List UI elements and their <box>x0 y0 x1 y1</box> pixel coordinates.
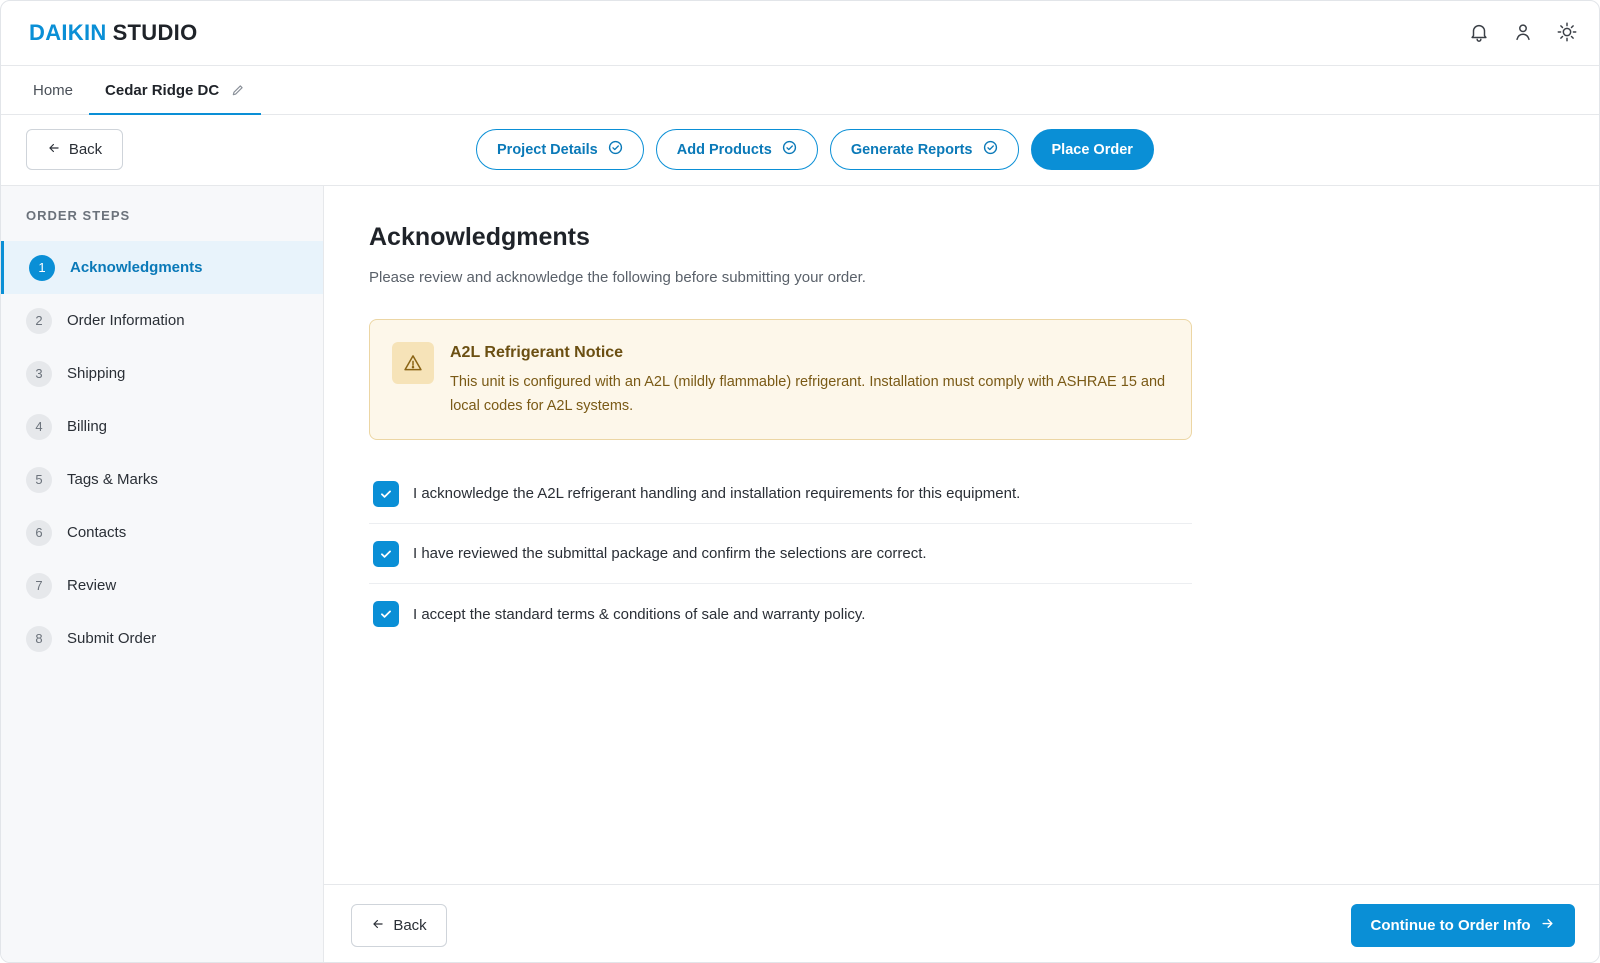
step-number: 7 <box>26 573 52 599</box>
check-icon <box>379 487 393 501</box>
back-button-top-label: Back <box>68 141 103 158</box>
project-tabs <box>1 66 1599 115</box>
acknowledgment-row <box>369 524 1192 584</box>
pill-label: Place Order <box>1051 141 1133 158</box>
footer-actions <box>324 884 1600 963</box>
bell-icon[interactable] <box>1467 20 1491 44</box>
acknowledgment-label[interactable]: I accept the standard terms & conditions of sale and warranty policy. <box>413 605 866 623</box>
back-button-label: Back <box>393 917 427 934</box>
warning-icon <box>392 342 434 384</box>
notice-body: This unit is configured with an A2L (mildly flammable) refrigerant. Installation must comply with ASHRAE 15 and local codes for A2L systems. <box>450 374 1166 414</box>
acknowledgment-label[interactable]: I have reviewed the submittal package and confirm the selections are correct. <box>413 545 927 562</box>
step-label: Contacts <box>67 524 127 541</box>
sun-icon[interactable] <box>1555 20 1579 44</box>
sidebar-heading: ORDER STEPS <box>26 208 131 223</box>
acknowledgment-row <box>369 584 1192 644</box>
brand-part-2: STUDIO <box>112 20 198 45</box>
acknowledgment-checkbox[interactable] <box>373 541 399 567</box>
step-number: 4 <box>26 414 52 440</box>
back-button[interactable] <box>351 904 447 947</box>
top-icons <box>1467 20 1579 44</box>
acknowledgment-checkbox[interactable] <box>373 601 399 627</box>
acknowledgment-list <box>369 464 1192 644</box>
continue-button[interactable] <box>1351 904 1575 947</box>
sidebar-item-order-information[interactable] <box>1 294 323 347</box>
step-label: Acknowledgments <box>70 259 203 276</box>
arrow-left-icon <box>371 917 385 935</box>
tab-home[interactable] <box>17 66 89 114</box>
sidebar-item-billing[interactable] <box>1 400 323 453</box>
sidebar-item-shipping[interactable] <box>1 347 323 400</box>
step-number: 5 <box>26 467 52 493</box>
brand-part-1: DAIKIN <box>29 20 107 45</box>
pill-add-products[interactable] <box>656 129 818 170</box>
brand-logo[interactable] <box>29 20 198 46</box>
step-label: Order Information <box>67 312 185 329</box>
sidebar-item-review[interactable] <box>1 559 323 612</box>
acknowledgment-row <box>369 464 1192 524</box>
sidebar-item-tags-marks[interactable] <box>1 453 323 506</box>
step-label: Shipping <box>67 365 126 382</box>
step-label: Submit Order <box>67 630 157 647</box>
tab-home-label: Home <box>33 81 74 99</box>
tab-project-label: Cedar Ridge DC <box>105 81 220 99</box>
tab-project[interactable] <box>89 66 261 114</box>
pill-label: Project Details <box>497 141 598 158</box>
check-circle-icon <box>782 140 797 159</box>
step-number: 6 <box>26 520 52 546</box>
page-title: Acknowledgments <box>369 223 590 251</box>
pill-label: Add Products <box>676 141 772 158</box>
step-number: 8 <box>26 626 52 652</box>
pill-generate-reports[interactable] <box>830 129 1019 170</box>
check-circle-icon <box>608 140 623 159</box>
refrigerant-notice <box>369 319 1192 440</box>
main-content <box>324 186 1600 884</box>
arrow-right-icon <box>1540 916 1555 935</box>
step-label: Tags & Marks <box>67 471 158 488</box>
step-number: 2 <box>26 308 52 334</box>
page-subtitle: Please review and acknowledge the following before submitting your order. <box>369 269 866 286</box>
acknowledgment-checkbox[interactable] <box>373 481 399 507</box>
sidebar-item-contacts[interactable] <box>1 506 323 559</box>
notice-title: A2L Refrigerant Notice <box>450 344 624 361</box>
workflow-bar <box>1 115 1599 186</box>
pill-label: Generate Reports <box>850 141 973 158</box>
pill-project-details[interactable] <box>476 129 644 170</box>
sidebar-item-submit-order[interactable] <box>1 612 323 665</box>
check-icon <box>379 607 393 621</box>
steps-list <box>1 241 323 665</box>
workflow-pills <box>476 129 1154 170</box>
step-label: Review <box>67 577 117 594</box>
pencil-icon[interactable] <box>231 83 245 97</box>
check-circle-icon <box>983 140 998 159</box>
order-steps-sidebar <box>1 186 324 963</box>
check-icon <box>379 547 393 561</box>
step-number: 1 <box>29 255 55 281</box>
pill-place-order[interactable] <box>1031 129 1154 170</box>
sidebar-item-acknowledgments[interactable] <box>1 241 323 294</box>
step-label: Billing <box>67 418 108 435</box>
user-icon[interactable] <box>1511 20 1535 44</box>
top-bar <box>1 1 1599 66</box>
arrow-left-icon <box>47 141 61 159</box>
step-number: 3 <box>26 361 52 387</box>
acknowledgment-label[interactable]: I acknowledge the A2L refrigerant handling and installation requirements for this equipment. <box>413 485 1021 502</box>
back-button-top[interactable] <box>26 129 123 170</box>
continue-button-label: Continue to Order Info <box>1370 917 1531 934</box>
